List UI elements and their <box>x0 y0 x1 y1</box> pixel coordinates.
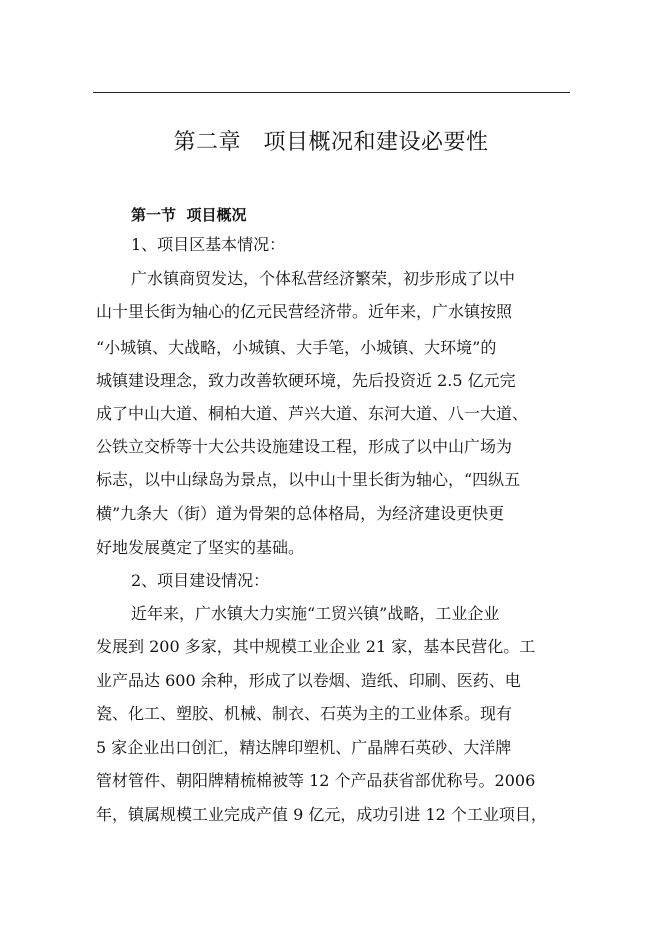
paragraph-line: 业产品达 600 余种，形成了以卷烟、造纸、印刷、医药、电 <box>96 671 521 690</box>
paragraph-line: 发展到 200 多家，其中规模工业企业 21 家，基本民营化。工 <box>96 637 536 656</box>
paragraph-line: 城镇建设理念，致力改善软硬环境，先后投资近 2.5 亿元完 <box>96 371 516 390</box>
chapter-title: 第二章 项目概况和建设必要性 <box>173 130 489 155</box>
paragraph-line: 公铁立交桥等十大公共设施建设工程，形成了以中山广场为 <box>96 437 513 456</box>
paragraph-line: 好地发展奠定了坚实的基础。 <box>96 538 305 557</box>
paragraph-line: 5 家企业出口创汇，精达牌印塑机、广晶牌石英砂、大洋牌 <box>96 738 512 757</box>
paragraph-line: 横”九条大（街）道为骨架的总体格局，为经济建设更快更 <box>96 504 505 523</box>
paragraph-line: 管材管件、朝阳牌精梳棉被等 12 个产品获省部优称号。2006 <box>96 771 536 790</box>
section-heading: 第一节 项目概况 <box>131 206 247 224</box>
subheading-construction-info: 2、项目建设情况： <box>131 571 270 590</box>
paragraph-line: 标志，以中山绿岛为景点，以中山十里长街为轴心，“四纵五 <box>96 470 521 489</box>
paragraph-line: 广水镇商贸发达，个体私营经济繁荣，初步形成了以中 <box>131 269 516 288</box>
paragraph-line: 瓷、化工、塑胶、机械、制衣、石英为主的工业体系。现有 <box>96 704 513 723</box>
paragraph-line: 成了中山大道、桐柏大道、芦兴大道、东河大道、八一大道、 <box>96 404 529 423</box>
paragraph-line: “小城镇、大战略，小城镇、大手笔，小城镇、大环境”的 <box>96 338 497 357</box>
paragraph-line: 年，镇属规模工业完成产值 9 亿元，成功引进 12 个工业项目， <box>96 805 547 824</box>
paragraph-line: 山十里长街为轴心的亿元民营经济带。近年来，广水镇按照 <box>96 302 513 321</box>
header-rule <box>93 92 570 93</box>
subheading-basic-info: 1、项目区基本情况： <box>131 235 286 254</box>
paragraph-line: 近年来，广水镇大力实施“工贸兴镇”战略，工业企业 <box>131 604 500 623</box>
